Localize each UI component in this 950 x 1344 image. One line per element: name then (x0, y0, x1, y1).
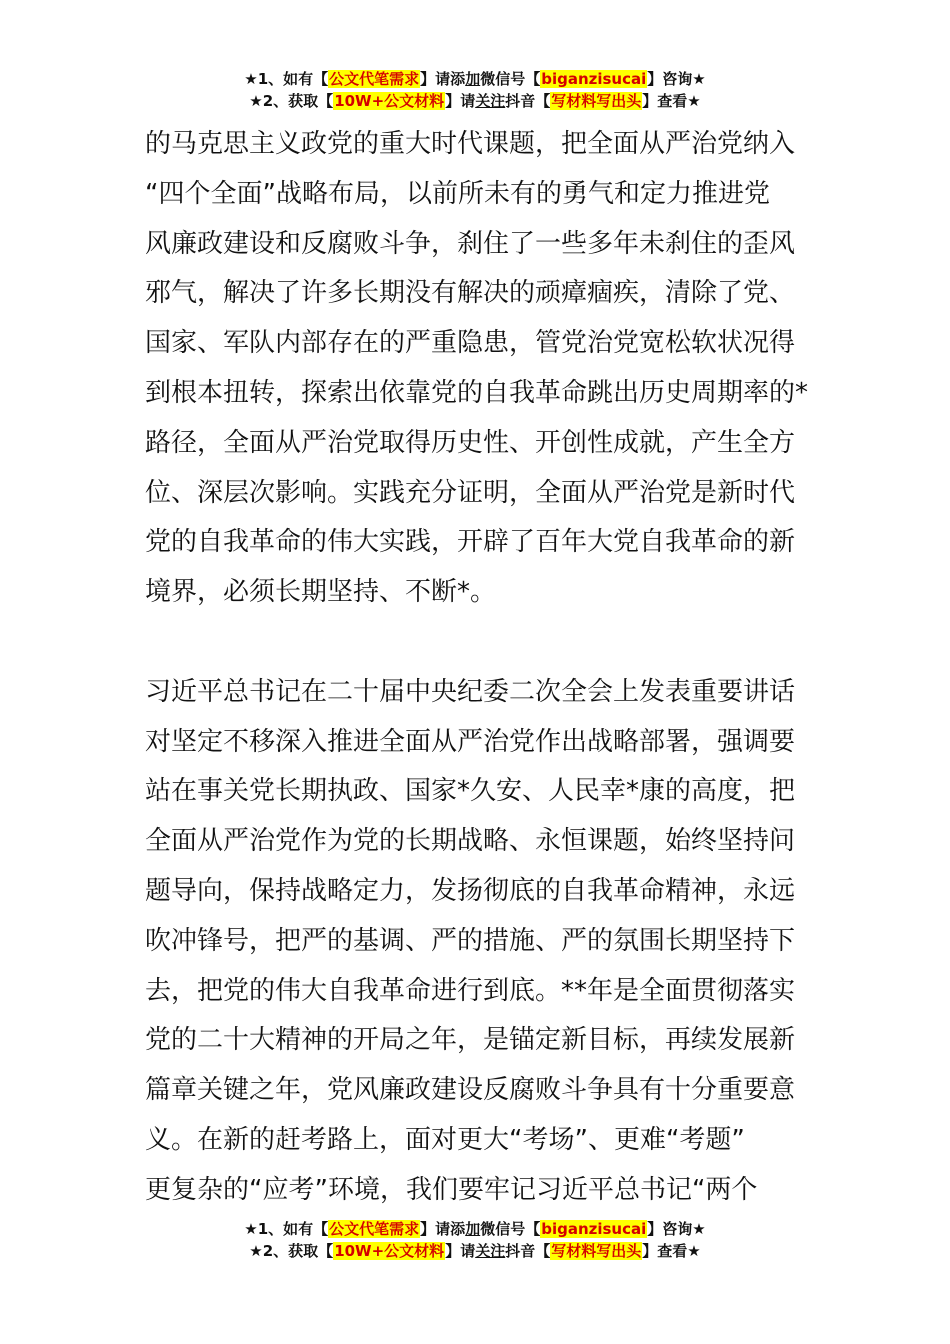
text-line: 题导向，保持战略定力，发扬彻底的自我革命精神，永远 (145, 875, 796, 906)
text-line: “四个全面”战略布局，以前所未有的勇气和定力推进党 (145, 178, 770, 209)
highlight-service: 公文代笔需求 (329, 70, 420, 88)
text-line: 对坚定不移深入推进全面从严治党作出战略部署，强调要 (145, 726, 796, 757)
highlight-wechat-id: biganzisucai (541, 1220, 647, 1238)
text-line: 境界，必须长期坚持、不断*。 (145, 577, 497, 608)
text-line: 党的二十大精神的开局之年，是锚定新目标，再续发展新 (145, 1025, 796, 1056)
banner-line-1: ★1、如有【公文代笔需求】请添加微信号【biganzisucai】咨询★ (244, 70, 706, 88)
text-line: 篇章关键之年，党风廉政建设反腐败斗争具有十分重要意 (145, 1075, 796, 1106)
banner-line-1: ★1、如有【公文代笔需求】请添加微信号【biganzisucai】咨询★ (244, 1220, 706, 1238)
text-line: 路径，全面从严治党取得历史性、开创性成就，产生全方 (145, 427, 796, 458)
highlight-materials: 10W+公文材料 (334, 1242, 445, 1260)
text-line: 党的自我革命的伟大实践，开辟了百年大党自我革命的新 (145, 527, 796, 558)
text-line: 风廉政建设和反腐败斗争，刹住了一些多年未刹住的歪风 (145, 228, 796, 259)
text-line: 去，把党的伟大自我革命进行到底。**年是全面贯彻落实 (145, 975, 796, 1006)
text-line: 义。在新的赶考路上，面对更大“考场”、更难“考题” (145, 1124, 745, 1155)
paragraph-1 (145, 120, 825, 618)
text-line: 国家、军队内部存在的严重隐患，管党治党宽松软状况得 (145, 328, 796, 359)
text-line: 全面从严治党作为党的长期战略、永恒课题，始终坚持问 (145, 826, 796, 857)
text-line: 的马克思主义政党的重大时代课题，把全面从严治党纳入 (145, 129, 796, 159)
highlight-materials: 10W+公文材料 (334, 92, 445, 110)
text-line: 位、深层次影响。实践充分证明，全面从严治党是新时代 (145, 477, 796, 508)
text-line: 到根本扭转，探索出依靠党的自我革命跳出历史周期率的* (145, 377, 809, 408)
document-body (145, 120, 825, 1216)
text-line: 更复杂的“应考”环境，我们要牢记习近平总书记“两个 (145, 1174, 758, 1205)
banner-line-2: ★2、获取【10W+公文材料】请关注抖音【写材料写出头】查看★ (249, 92, 701, 110)
text-line: 邪气，解决了许多长期没有解决的顽瘴痼疾，清除了党、 (145, 278, 796, 309)
banner-line-2: ★2、获取【10W+公文材料】请关注抖音【写材料写出头】查看★ (249, 1242, 701, 1260)
highlight-douyin-account: 写材料写出头 (551, 92, 642, 110)
highlight-wechat-id: biganzisucai (541, 70, 647, 88)
text-line: 习近平总书记在二十届中央纪委二次全会上发表重要讲话 (145, 676, 796, 707)
paragraph-2 (145, 668, 825, 1216)
highlight-douyin-account: 写材料写出头 (551, 1242, 642, 1260)
footer-banner (0, 1218, 950, 1262)
header-banner (0, 68, 950, 112)
text-line: 吹冲锋号，把严的基调、严的措施、严的氛围长期坚持下 (145, 925, 796, 956)
highlight-service: 公文代笔需求 (329, 1220, 420, 1238)
paragraph-gap (145, 618, 825, 668)
text-line: 站在事关党长期执政、国家*久安、人民幸*康的高度，把 (145, 776, 796, 807)
